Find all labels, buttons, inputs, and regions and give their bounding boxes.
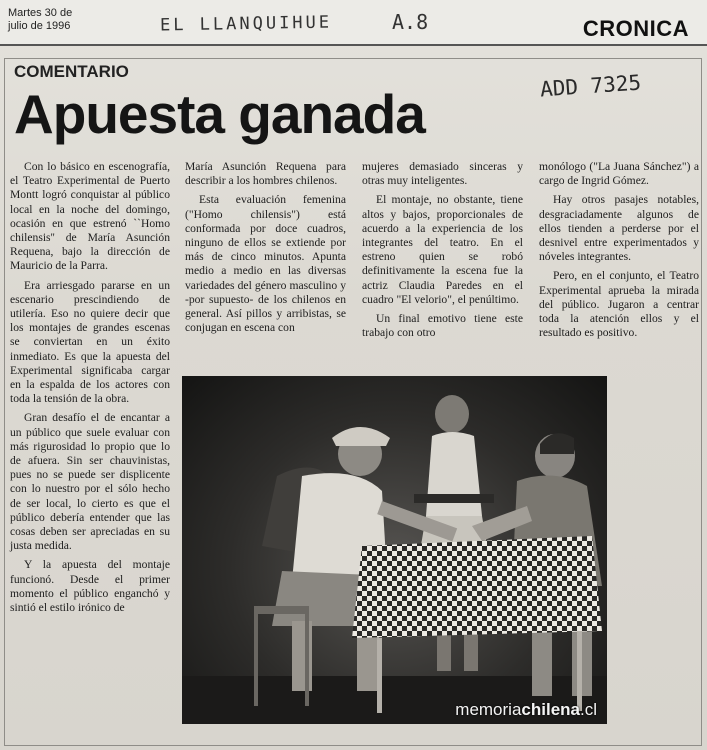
- section-title: CRONICA: [582, 16, 689, 41]
- paragraph: Hay otros pasajes notables, desgraciadamente algunos de ellos tienden a perderse por el desnivel entre experimentados y nóveles integrantes.: [539, 193, 699, 264]
- handwritten-archive-code: ADD 7325: [539, 70, 642, 102]
- stage-photo: [182, 376, 607, 724]
- paragraph: monólogo ("La Juana Sánchez") a cargo de Ingrid Gómez.: [539, 160, 699, 188]
- article-kicker: COMENTARIO: [14, 62, 129, 81]
- watermark-part-2: chilena: [521, 700, 580, 719]
- stage-photo-illustration: [182, 376, 607, 724]
- article-column-4: [539, 160, 699, 345]
- article-column-2: [185, 160, 346, 340]
- clipping-header: [0, 0, 707, 46]
- watermark-part-3: .cl: [580, 700, 597, 719]
- paragraph: Y la apuesta del montaje funcionó. Desde el primer momento el público enganchó y sintió el estilo irónico de: [10, 558, 170, 615]
- paragraph: El montaje, no obstante, tiene altos y bajos, proporcionales de acuerdo a la experiencia de los integrantes del teatro. En el estreno quien se robó definitivamente la escena fue la actriz Claudia Paredes en el cuadro "El velorio", el penúltimo.: [362, 193, 523, 306]
- paragraph: Esta evaluación femenina ("Homo chilensis") está conformada por doce cuadros, ninguno de ellos se extiende por más de cinco minutos. Apunta medio a medio en las diversas variedades del género masculino y -por supuesto- de los chilenos en general. Así pillos y arribistas, se conjugan en escena con: [185, 193, 346, 335]
- publication-date: [8, 7, 72, 33]
- handwritten-newspaper-name: EL LLANQUIHUE: [159, 12, 333, 36]
- archive-watermark: [455, 700, 597, 720]
- paragraph: María Asunción Requena para describir a los hombres chilenos.: [185, 160, 346, 188]
- paragraph: Con lo básico en escenografía, el Teatro Experimental de Puerto Montt logró conquistar al público local en la noche del domingo, ocasión en que estrenó ``Homo chilensis'' de María Asunción Requena, bajo la dirección de Mauricio de la Parra.: [10, 160, 170, 273]
- paragraph: Gran desafío el de encantar a un público que suele evaluar con más rigurosidad lo propio que lo de afuera. Sin ser chauvinistas, pues no se puede ser displicente con lo nuestro por el sólo hecho de ser local, lo cierto es que el público debería entender que las cosas deben ser apreciadas en su justa medida.: [10, 411, 170, 553]
- paragraph: Pero, en el conjunto, el Teatro Experimental aprueba la mirada del público. Jugaron a centrar toda la atención ellos y el resultado es positivo.: [539, 269, 699, 340]
- article-column-3: [362, 160, 523, 345]
- article-headline: Apuesta ganada: [14, 83, 425, 145]
- date-line-2: julio de 1996: [8, 20, 71, 32]
- date-line-1: Martes 30 de: [8, 7, 73, 19]
- paragraph: Era arriesgado pararse en un escenario prescindiendo de utilería. Eso no quiere decir que los montajes de grandes escenas se conviertan en un éxito inmediato. Es que la apuesta del Experimental significaba cargar en la espalda de los actores con toda la tensión de la obra.: [10, 278, 170, 406]
- handwritten-page-number: A.8: [392, 10, 429, 34]
- paragraph: mujeres demasiado sinceras y otras muy inteligentes.: [362, 160, 523, 188]
- article-column-1: [10, 160, 170, 740]
- watermark-part-1: memoria: [455, 700, 522, 719]
- paragraph: Un final emotivo tiene este trabajo con otro: [362, 312, 523, 340]
